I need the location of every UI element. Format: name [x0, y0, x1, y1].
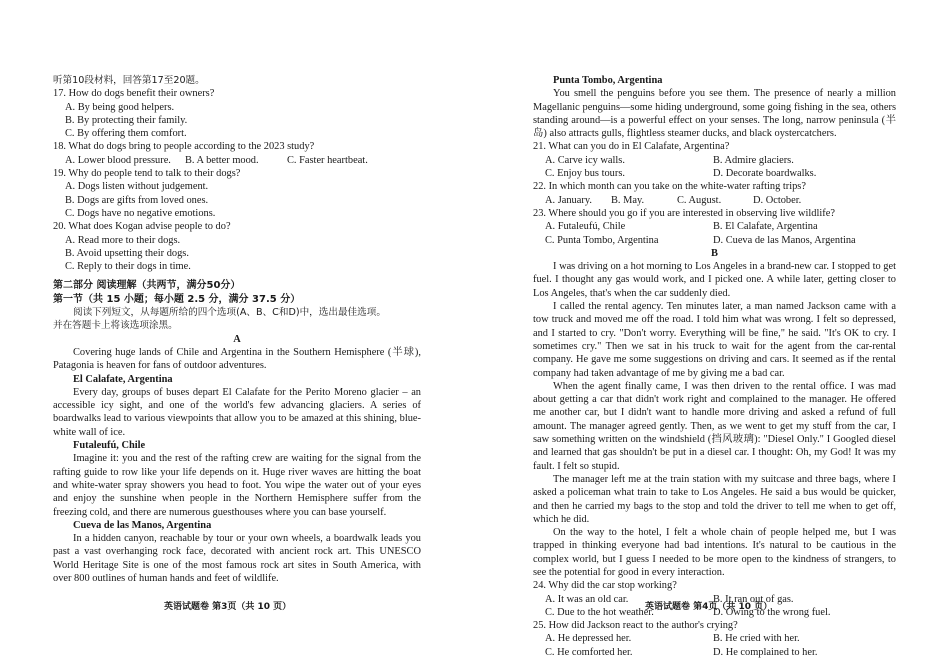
option-d: D. Decorate boardwalks. [713, 168, 817, 180]
place-text: Imagine it: you and the rest of the rafting crew are waiting for the signal from the rafting guide to row like your life depends on it. Huge river waves are hitting the boat and white-water spray showers you head to foot. You wipe the water out of your eyes and enjoy the sunshine when people in the Northern Hemisphere suffer from the freezing cold, and there are numerous guesthouses where you can base yourself. [53, 453, 421, 518]
option-c: C. Faster heartbeat. [287, 154, 368, 166]
place-heading: El Calafate, Argentina [73, 373, 173, 385]
options-grid [533, 220, 896, 247]
option-a: A. He depressed her. [545, 633, 632, 645]
option-a: A. Read more to their dogs. [65, 234, 181, 246]
option-a: A. It was an old car. [545, 593, 629, 605]
option-c: C. August. [677, 194, 722, 206]
option-b: B. Avoid upsetting their dogs. [65, 247, 189, 259]
option-c: C. Dogs have no negative emotions. [65, 207, 216, 219]
paragraph: I was driving on a hot morning to Los Angeles in a brand-new car. I stopped to get fuel. I thought any gas would work, and I picked one. A while later, getting closer to Los Angeles, that's when the car suddenly died. [533, 261, 896, 299]
option-b: B. Admire glaciers. [713, 154, 794, 166]
option-c: C. Punta Tombo, Argentina [545, 234, 659, 246]
option-b: B. Dogs are gifts from loved ones. [65, 194, 209, 206]
option-b: B. It ran out of gas. [713, 593, 794, 605]
place-text: In a hidden canyon, reachable by tour or your own wheels, a boardwalk leads you past a vast overhanging rock face, decorated with ancient rock art. This UNESCO World Heritage Site is one of the most famous rock art sites in South America, with over 800 outlines of human hands and feet of wildlife. [53, 533, 421, 584]
place-text: Every day, groups of buses depart El Calafate for the Perito Moreno glacier – an accessible icy sight, and one of the world's few advancing glaciers. A series of boardwalks lead to various viewpoints that allow you to be amazed at this shining, blue-white wall of ice. [53, 386, 421, 438]
question-stem: 21. What can you do in El Calafate, Argentina? [533, 141, 730, 153]
option-b: B. May. [611, 194, 645, 206]
page-4 [533, 74, 896, 659]
passage-label-a: A [233, 333, 241, 345]
option-b: B. A better mood. [185, 154, 259, 166]
question-stem: 23. Where should you go if you are interested in observing live wildlife? [533, 207, 835, 219]
question-stem: 18. What do dogs bring to people according to the 2023 study? [53, 141, 315, 153]
option-d: D. He complained to her. [713, 646, 818, 658]
option-b: B. El Calafate, Argentina [713, 221, 818, 233]
instruction-line-2: 并在答题卡上将该选项涂黑。 [53, 320, 178, 332]
question-17 [53, 87, 421, 140]
section-title: 第一节（共 15 小题；每小题 2.5 分，满分 37.5 分） [53, 293, 301, 305]
question-stem: 17. How do dogs benefit their owners? [53, 88, 215, 100]
option-a: A. By being good helpers. [65, 101, 175, 113]
options-grid [533, 632, 896, 659]
place-heading: Futaleufú, Chile [73, 440, 146, 452]
option-c: C. Due to the hot weather. [545, 606, 654, 618]
passage-intro: Covering huge lands of Chile and Argentina in the Southern Hemisphere (半球), Patagonia is heaven for fans of outdoor adventures. [53, 346, 421, 372]
option-a: A. Futaleufú, Chile [545, 221, 626, 233]
page-footer-3: 英语试题卷 第3页（共 10 页） [164, 602, 292, 612]
question-25 [533, 619, 896, 659]
place-heading: Punta Tombo, Argentina [553, 75, 663, 86]
options-row [533, 194, 896, 207]
option-d: D. Cueva de las Manos, Argentina [713, 234, 856, 246]
question-stem: 22. In which month can you take on the white-water rafting trips? [533, 181, 806, 193]
question-18 [53, 140, 421, 167]
paragraph: When the agent finally came, I was then driven to the rental office. I was mad about getting a car that didn't work right and complained to the manager. He offered me another car, but I didn't want to handle more driving and asked a refund of full amount. The manager agreed gently. Then, as we went to get my stuff from the car, I saw something written on the windshield (挡风玻璃): "Diesel Only." I Googled diesel and learned that gas shouldn't be put in a diesel car. I thought: Oh, my God! It was my fault. I felt so stupid. [533, 380, 896, 472]
page-footer-4: 英语试题卷 第4页（共 10 页） [645, 602, 773, 612]
paragraph: The manager left me at the train station with my suitcase and three bags, where I asked a policeman what train to take to Los Angeles. He said a bus would be quicker, and then he carried my bags to the stop and told the driver to tell me when to get off, which he did. [533, 473, 896, 525]
option-b: B. He cried with her. [713, 633, 800, 645]
option-a: A. Lower blood pressure. [65, 154, 171, 166]
option-d: D. October. [753, 194, 802, 206]
option-c: C. Enjoy bus tours. [545, 168, 625, 180]
option-d: D. Owing to the wrong fuel. [713, 606, 831, 618]
option-b: B. By protecting their family. [65, 114, 188, 126]
option-a: A. Dogs listen without judgement. [65, 181, 209, 193]
question-stem: 19. Why do people tend to talk to their dogs? [53, 168, 241, 180]
paragraph: I called the rental agency. Ten minutes later, a man named Jackson came with a tow truck and moved me off the road. I told him what was wrong. I felt so depressed, and I started to cry. "Don't worry. Everything will be fine," he said. "It's OK to cry. I sometimes cry." Then we sat in his truck to wait for the agent from the car-rental company. He gave me some suggestions on driving and cars. It seemed as if the rental company had taken advantage of me by giving me a bad car. [533, 301, 896, 379]
page-3 [53, 74, 421, 585]
passage-label-b: B [711, 247, 718, 259]
question-21 [533, 140, 896, 180]
option-c: C. By offering them comfort. [65, 128, 187, 140]
option-c: C. He comforted her. [545, 646, 633, 658]
paragraph: On the way to the hotel, I felt a whole chain of people helped me, but I was trapped in thinking everyone had bad intentions. It's natural to be cautious in the complex world, but I guess I needed to be more open to the kindness of strangers, to see the potential for good in every interaction. [533, 527, 896, 578]
option-a: A. Carve icy walls. [545, 154, 625, 166]
option-a: A. January. [545, 194, 592, 206]
options-row [53, 154, 421, 167]
question-stem: 24. Why did the car stop working? [533, 580, 677, 592]
option-c: C. Reply to their dogs in time. [65, 261, 191, 273]
part-title: 第二部分 阅读理解（共两节，满分50分） [53, 280, 241, 292]
place-heading: Cueva de las Manos, Argentina [73, 519, 212, 531]
question-23 [533, 207, 896, 247]
question-19 [53, 167, 421, 220]
listening-intro: 听第10段材料，回答第17至20题。 [53, 75, 205, 86]
place-text: You smell the penguins before you see them. The presence of nearly a million Magellanic penguins—some hiding underground, some going fishing in the sea, others standing around—is a powerful effect on your senses. The long, narrow peninsula (半岛) also attracts gulls, flightless steamer ducks, and black oystercatchers. [533, 88, 896, 140]
question-stem: 25. How did Jackson react to the author's crying? [533, 620, 738, 632]
question-20 [53, 220, 421, 273]
question-stem: 20. What does Kogan advise people to do? [53, 221, 231, 233]
options-grid [533, 154, 896, 181]
instruction-line-1: 阅读下列短文，从每题所给的四个选项(A、B、C和D)中，选出最佳选项。 [73, 307, 386, 319]
question-22 [533, 180, 896, 207]
